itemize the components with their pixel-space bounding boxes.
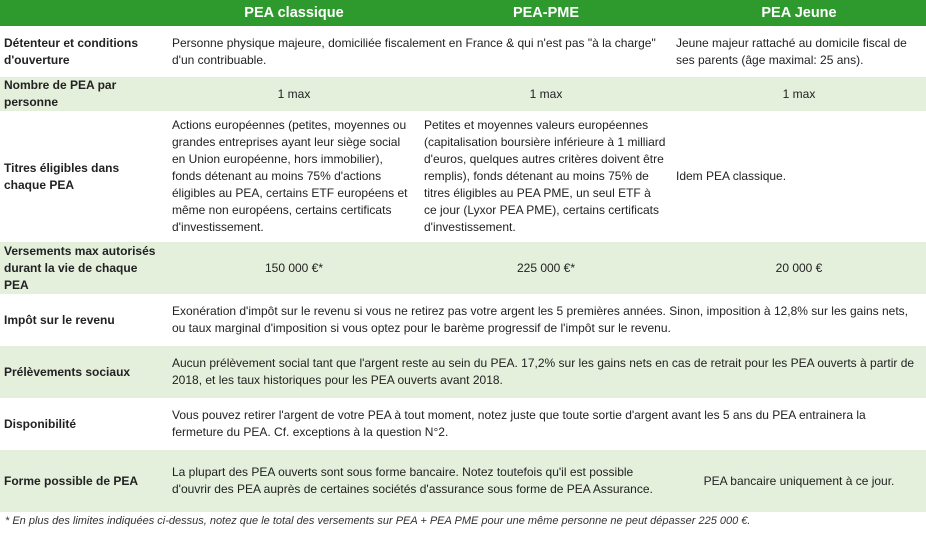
header-row xyxy=(0,0,926,26)
cell-pea-jeune: Jeune majeur rattaché au domicile fiscal de ses parents (âge maximal: 25 ans). xyxy=(676,35,907,67)
header-pea-jeune: PEA Jeune xyxy=(672,0,926,26)
table-row xyxy=(0,111,926,242)
cell-merged: La plupart des PEA ouverts sont sous forme bancaire. Notez toutefois qu'il est possible d'ouvrir des PEA auprès de certaines sociétés d'assurance sous forme de PEA Assurance. xyxy=(168,450,672,512)
cell-merged: Exonération d'impôt sur le revenu si vous ne retirez pas votre argent les 5 premières années. Sinon, imposition à 12,8% sur les gains nets, ou taux marginal d'imposition si vous optez pour le barème progressif de l'impôt sur le revenu. xyxy=(172,304,909,335)
cell-merged: Aucun prélèvement social tant que l'argent reste au sein du PEA. 17,2% sur les gains nets en cas de retrait pour les PEA ouverts à partir de 2018, et les taux historiques pour les PEA ouverts avant 2018. xyxy=(168,346,926,398)
cell-pea-pme: 1 max xyxy=(420,77,672,111)
table-row xyxy=(0,346,926,398)
table-row xyxy=(0,242,926,294)
row-label: Forme possible de PEA xyxy=(0,450,168,512)
cell-pea-classique: Actions européennes (petites, moyennes ou grandes entreprises ayant leur siège social en Union européenne, hors immobilier), fonds détenant au moins 75% d'actions éligibles au PEA, certains ETF européens et même non européens, certains certificats d'investissement. xyxy=(172,118,408,234)
header-pea-pme: PEA-PME xyxy=(420,0,672,26)
table-row xyxy=(0,450,926,512)
cell-pea-jeune: Idem PEA classique. xyxy=(676,169,787,183)
row-label: Impôt sur le revenu xyxy=(4,312,115,327)
cell-pea-pme: Petites et moyennes valeurs européennes (capitalisation boursière inférieure à 1 milliard d'euros, quelques autres critères doivent être remplis), fonds détenant au moins 75% de titres éligibles au PEA PME, un seul ETF à ce jour (Lyxor PEA PME), certains certificats d'investissement. xyxy=(424,118,666,234)
cell-pea-jeune: 20 000 € xyxy=(672,242,926,294)
cell-pea-classique: 1 max xyxy=(168,77,420,111)
row-label: Versements max autorisés durant la vie de chaque PEA xyxy=(0,242,168,294)
table-row xyxy=(0,398,926,450)
cell-merged: Personne physique majeure, domiciliée fiscalement en France & qui n'est pas "à la charge" d'un contribuable. xyxy=(172,35,656,67)
cell-pea-classique: 150 000 €* xyxy=(168,242,420,294)
row-label: Prélèvements sociaux xyxy=(0,346,168,398)
cell-pea-jeune: 1 max xyxy=(672,77,926,111)
header-empty xyxy=(0,0,168,26)
cell-merged: Vous pouvez retirer l'argent de votre PEA à tout moment, notez juste que toute sortie d'argent avant les 5 ans du PEA entrainera la fermeture du PEA. Cf. exceptions à la question N°2. xyxy=(172,408,866,439)
row-label: Disponibilité xyxy=(4,416,76,431)
row-label: Titres éligibles dans chaque PEA xyxy=(4,160,120,192)
row-label: Nombre de PEA par personne xyxy=(0,77,168,111)
header-pea-classique: PEA classique xyxy=(168,0,420,26)
table-row xyxy=(0,294,926,346)
cell-pea-pme: 225 000 €* xyxy=(420,242,672,294)
row-label: Détenteur et conditions d'ouverture xyxy=(4,35,139,67)
footnote: * En plus des limites indiquées ci-dessus, notez que le total des versements sur PEA + PEA PME pour une même personne ne peut dépasser 225 000 €. xyxy=(5,515,751,527)
cell-pea-jeune: PEA bancaire uniquement à ce jour. xyxy=(672,450,926,512)
table-row xyxy=(0,77,926,111)
table-row xyxy=(0,26,926,77)
